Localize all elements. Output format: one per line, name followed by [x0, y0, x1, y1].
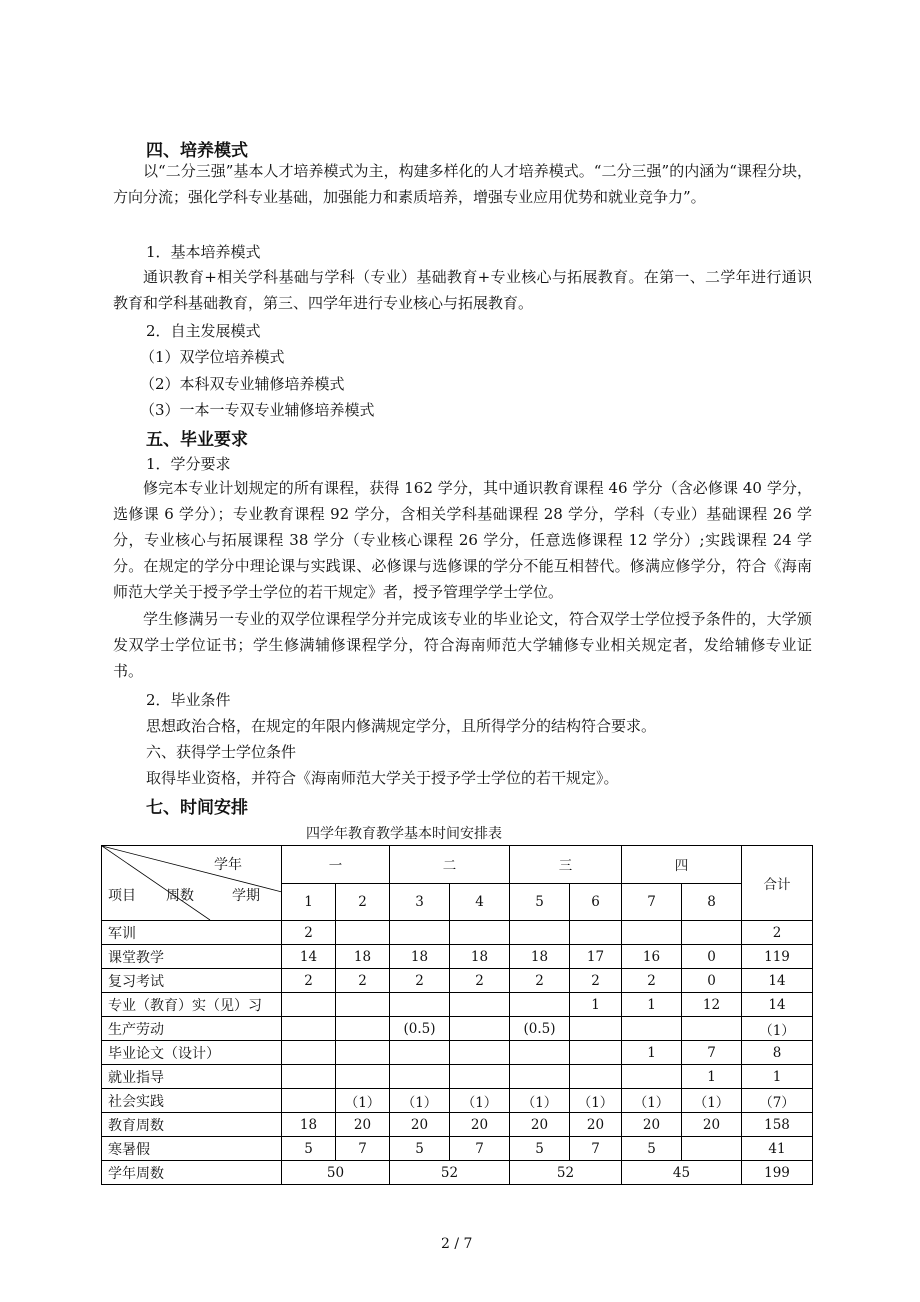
- corner-year-label: 学年: [214, 857, 242, 873]
- table-row: [102, 993, 813, 1017]
- table-cell: 2: [450, 969, 510, 993]
- term-header: 4: [450, 883, 510, 921]
- list-item: （2）本科双专业辅修培养模式: [140, 375, 345, 393]
- table-cell: [390, 1065, 450, 1089]
- table-cell: [510, 1065, 570, 1089]
- degree-conditions-body: 取得毕业资格，并符合《海南师范大学关于授予学士学位的若干规定》。: [146, 769, 619, 787]
- table-row: [102, 1041, 813, 1065]
- table-cell: [510, 1041, 570, 1065]
- table-cell: 20: [682, 1113, 742, 1137]
- table-cell: 1: [622, 1041, 682, 1065]
- table-cell: (0.5): [510, 1017, 570, 1041]
- table-cell: 7: [682, 1041, 742, 1065]
- row-label: 专业（教育）实（见）习: [102, 993, 282, 1017]
- table-cell: 18: [336, 945, 390, 969]
- table-row: [102, 1089, 813, 1113]
- row-label: 复习考试: [102, 969, 282, 993]
- table-cell: [450, 1041, 510, 1065]
- table-cell: [282, 1017, 336, 1041]
- credit-requirements-body: 修完本专业计划规定的所有课程，获得 162 学分，其中通识教育课程 46 学分（含必修课 40 学分，选修课 6 学分）；专业教育课程 92 学分，含相关学科基础课程 28 学分，学科（专业）基础课程 26 学分，专业核心与拓展课程 38 学分（专业核心课程 26 学分，任意选修课程 12 学分）;实践课程 24 学分。在规定的学分中理论课与实践课、必修课与选修课的学分不能互相替代。修满应修学分，符合《海南师范大学关于授予学士学位的若干规定》者，授予管理学学士学位。: [113, 479, 812, 601]
- table-cell: [622, 1017, 682, 1041]
- section-heading-degree-conditions: 六、获得学士学位条件: [146, 743, 297, 761]
- table-cell: 5: [282, 1137, 336, 1161]
- table-cell-total: 199: [742, 1161, 813, 1185]
- diagonal-lines: [102, 846, 282, 920]
- table-cell: [570, 921, 622, 945]
- row-label: 学年周数: [102, 1161, 282, 1185]
- table-cell: 2: [510, 969, 570, 993]
- table-row: [102, 1113, 813, 1137]
- table-cell: 17: [570, 945, 622, 969]
- table-cell: （1）: [390, 1089, 450, 1113]
- term-header: 3: [390, 883, 450, 921]
- table-cell: [336, 1041, 390, 1065]
- table-cell: 20: [510, 1113, 570, 1137]
- table-cell: 14: [282, 945, 336, 969]
- table-cell: [336, 1065, 390, 1089]
- table-cell: （1）: [336, 1089, 390, 1113]
- basic-mode-title: 1．基本培养模式: [146, 243, 261, 261]
- table-cell: （1）: [450, 1089, 510, 1113]
- year-header: 四: [622, 846, 742, 884]
- table-cell: 1: [622, 993, 682, 1017]
- table-cell: [570, 1041, 622, 1065]
- table-cell: [570, 1017, 622, 1041]
- table-cell: 16: [622, 945, 682, 969]
- table-cell: 0: [682, 945, 742, 969]
- table-cell: [390, 921, 450, 945]
- table-cell: 18: [450, 945, 510, 969]
- table-cell: [622, 921, 682, 945]
- table-cell: [450, 1065, 510, 1089]
- section-heading-graduation-requirements: 五、毕业要求: [146, 430, 248, 450]
- table-row: [102, 1137, 813, 1161]
- table-cell: [390, 993, 450, 1017]
- corner-item-label: 项目: [108, 888, 136, 904]
- table-row: [102, 1065, 813, 1089]
- table-cell: 20: [390, 1113, 450, 1137]
- table-cell: 7: [450, 1137, 510, 1161]
- table-cell: 52: [390, 1161, 510, 1185]
- table-cell: [282, 1041, 336, 1065]
- table-cell: 7: [570, 1137, 622, 1161]
- table-cell-total: 14: [742, 969, 813, 993]
- table-cell-total: 41: [742, 1137, 813, 1161]
- table-cell: 5: [622, 1137, 682, 1161]
- section-heading-schedule: 七、时间安排: [146, 798, 248, 818]
- table-cell-total: 8: [742, 1041, 813, 1065]
- schedule-table: [101, 845, 813, 1185]
- table-cell: 52: [510, 1161, 622, 1185]
- table-cell: 2: [390, 969, 450, 993]
- basic-mode-body: 通识教育+相关学科基础与学科（专业）基础教育+专业核心与拓展教育。在第一、二学年进行通识教育和学科基础教育，第三、四学年进行专业核心与拓展教育。: [113, 268, 812, 312]
- row-label: 生产劳动: [102, 1017, 282, 1041]
- year-header: 二: [390, 846, 510, 884]
- table-cell: 18: [390, 945, 450, 969]
- table-cell: [510, 993, 570, 1017]
- list-item: （3）一本一专双专业辅修培养模式: [140, 401, 375, 419]
- table-cell: 20: [622, 1113, 682, 1137]
- table-cell: [450, 921, 510, 945]
- table-cell: （1）: [510, 1089, 570, 1113]
- row-label: 教育周数: [102, 1113, 282, 1137]
- graduation-conditions-body: 思想政治合格，在规定的年限内修满规定学分，且所得学分的结构符合要求。: [146, 717, 657, 735]
- table-cell: 50: [282, 1161, 390, 1185]
- table-cell: 2: [282, 921, 336, 945]
- table-cell: 0: [682, 969, 742, 993]
- table-cell: 20: [570, 1113, 622, 1137]
- table-cell: 20: [450, 1113, 510, 1137]
- total-header: 合计: [742, 846, 813, 921]
- table-cell-total: 1: [742, 1065, 813, 1089]
- table-cell: [450, 1017, 510, 1041]
- section-heading-training-mode: 四、培养模式: [146, 141, 248, 161]
- table-cell: [570, 1065, 622, 1089]
- table-cell: 1: [570, 993, 622, 1017]
- list-item: （1）双学位培养模式: [140, 348, 285, 366]
- table-cell: 18: [510, 945, 570, 969]
- table-cell: （1）: [570, 1089, 622, 1113]
- table-cell: [336, 993, 390, 1017]
- table-row: [102, 945, 813, 969]
- table-cell: [390, 1041, 450, 1065]
- table-row: [102, 921, 813, 945]
- graduation-conditions-title: 2．毕业条件: [146, 691, 231, 709]
- table-row: [102, 1161, 813, 1185]
- table-cell: 5: [390, 1137, 450, 1161]
- table-cell: [282, 1089, 336, 1113]
- table-cell: （1）: [622, 1089, 682, 1113]
- table-row: [102, 1017, 813, 1041]
- table-cell-total: 158: [742, 1113, 813, 1137]
- row-label: 军训: [102, 921, 282, 945]
- table-cell: [510, 921, 570, 945]
- term-header: 6: [570, 883, 622, 921]
- credit-requirements-title: 1．学分要求: [146, 455, 231, 473]
- term-header: 7: [622, 883, 682, 921]
- table-cell: [282, 1065, 336, 1089]
- table-cell: [336, 921, 390, 945]
- table-cell: 45: [622, 1161, 742, 1185]
- self-development-title: 2．自主发展模式: [146, 322, 261, 340]
- table-cell: 2: [570, 969, 622, 993]
- table-cell: 5: [510, 1137, 570, 1161]
- table-cell: 18: [282, 1113, 336, 1137]
- table-cell: [282, 993, 336, 1017]
- table-cell: （1）: [682, 1089, 742, 1113]
- row-label: 毕业论文（设计）: [102, 1041, 282, 1065]
- year-header: 三: [510, 846, 622, 884]
- page-number: 2 / 7: [441, 1236, 473, 1252]
- row-label: 就业指导: [102, 1065, 282, 1089]
- training-mode-intro: 以“二分三强”基本人才培养模式为主，构建多样化的人才培养模式。“二分三强”的内涵为“课程分块，方向分流；强化学科专业基础，加强能力和素质培养，增强专业应用优势和就业竞争力”。: [113, 162, 812, 206]
- table-cell-total: 119: [742, 945, 813, 969]
- table-cell: [682, 1017, 742, 1041]
- table-row: [102, 969, 813, 993]
- table-cell: [682, 921, 742, 945]
- table-cell: 2: [622, 969, 682, 993]
- table-caption: 四学年教育教学基本时间安排表: [306, 826, 502, 842]
- term-header: 8: [682, 883, 742, 921]
- table-cell: 1: [682, 1065, 742, 1089]
- table-cell: 20: [336, 1113, 390, 1137]
- term-header: 5: [510, 883, 570, 921]
- corner-term-label: 学期: [232, 888, 260, 904]
- row-label: 寒暑假: [102, 1137, 282, 1161]
- table-corner-cell: [102, 846, 282, 921]
- term-header: 1: [282, 883, 336, 921]
- term-header: 2: [336, 883, 390, 921]
- table-cell-total: （1）: [742, 1017, 813, 1041]
- table-cell: [682, 1137, 742, 1161]
- row-label: 课堂教学: [102, 945, 282, 969]
- table-cell: [450, 993, 510, 1017]
- table-cell: 12: [682, 993, 742, 1017]
- table-cell: 7: [336, 1137, 390, 1161]
- table-cell-total: （7）: [742, 1089, 813, 1113]
- table-cell-total: 2: [742, 921, 813, 945]
- row-label: 社会实践: [102, 1089, 282, 1113]
- table-cell: 2: [336, 969, 390, 993]
- table-cell: 2: [282, 969, 336, 993]
- table-cell: [622, 1065, 682, 1089]
- double-degree-body: 学生修满另一专业的双学位课程学分并完成该专业的毕业论文，符合双学士学位授予条件的，大学颁发双学士学位证书；学生修满辅修课程学分，符合海南师范大学辅修专业相关规定者，发给辅修专业证书。: [113, 610, 812, 680]
- table-cell: (0.5): [390, 1017, 450, 1041]
- corner-weeks-label: 周数: [166, 888, 194, 904]
- table-cell: [336, 1017, 390, 1041]
- table-cell-total: 14: [742, 993, 813, 1017]
- year-header: 一: [282, 846, 390, 884]
